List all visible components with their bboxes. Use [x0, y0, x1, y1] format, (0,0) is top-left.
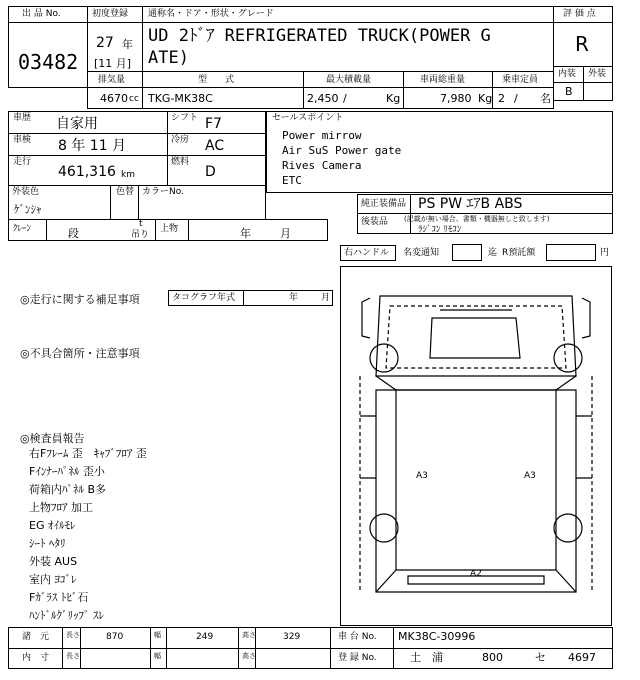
exterior-label: 外装 — [588, 69, 607, 79]
inner-height-label: 高さ — [242, 652, 256, 660]
gross-weight-label: 車両総重量 — [420, 75, 466, 85]
history-label: 車歴 — [13, 113, 32, 123]
inspector-line-6: ｼｰﾄ ﾍﾀﾘ — [29, 537, 66, 550]
right-hand-drive-flag: 右ハンドル — [344, 248, 390, 258]
model-type-label: 型 式 — [198, 75, 235, 85]
equipment-label: 純正装備品 — [361, 199, 407, 209]
exterior-color-label: 外装色 — [12, 187, 40, 197]
equipment-value: PS PW ｴｱB ABS — [418, 196, 523, 212]
truck-top-view-diagram — [340, 266, 612, 626]
shift-value: F7 — [205, 116, 222, 132]
recycling-deposit-label: R預託額 — [502, 248, 536, 258]
inspector-line-9: Fｶﾞﾗｽ ﾄﾋﾞ石 — [29, 591, 89, 604]
max-load-separator: / — [343, 92, 347, 105]
tachograph-label: タコグラフ年式 — [172, 293, 236, 303]
inspection-label: 車検 — [13, 135, 32, 145]
sales-point-4: ETC — [282, 174, 302, 187]
defects-label: ◎不具合箇所・注意事項 — [20, 347, 140, 360]
length-label: 長さ — [66, 631, 80, 639]
displacement-label: 排気量 — [98, 75, 126, 85]
gross-weight-unit: Kg — [478, 92, 493, 105]
shift-label: シフト — [171, 113, 199, 123]
displacement-value: 4670 — [100, 92, 128, 105]
sales-point-2: Air SuS Power gate — [282, 144, 402, 157]
tachograph-month: 月 — [321, 293, 331, 303]
width-label: 幅 — [154, 631, 161, 639]
name-change-label: 名変通知 — [403, 248, 440, 258]
crane-stage: 段 — [68, 227, 79, 240]
crane-lift: 吊り — [131, 230, 150, 240]
height-label: 高さ — [242, 631, 256, 639]
exterior-color-value: ｹﾞﾝｼｬ — [14, 203, 42, 216]
registration-no-label: 登 録 No. — [338, 653, 377, 663]
inspector-line-8: 室内 ﾖｺﾞﾚ — [29, 573, 77, 586]
inner-dimensions-label: 内 寸 — [22, 653, 50, 663]
registration-area: 土 浦 — [410, 651, 443, 664]
vehicle-name: UD 2ﾄﾞｱ REFRIGERATED TRUCK(POWER G — [148, 26, 491, 46]
upholstery-label: 上物 — [160, 224, 179, 234]
mileage-unit: km — [121, 170, 135, 180]
crane-ton: t — [139, 219, 143, 229]
history-value: 自家用 — [56, 116, 98, 132]
score-label: 評 価 点 — [563, 9, 596, 19]
inner-width-label: 幅 — [154, 652, 161, 660]
fuel-value: D — [205, 164, 216, 180]
overall-score: R — [575, 32, 589, 56]
inspector-line-5: EG ｵｲﾙﾓﾚ — [29, 519, 76, 532]
ac-value: AC — [205, 138, 225, 154]
interior-score: B — [565, 85, 573, 98]
sales-points-label: セールスポイント — [272, 113, 344, 123]
ac-label: 冷房 — [171, 135, 190, 145]
upholstery-month: 月 — [280, 227, 291, 240]
inspector-line-1: 右Fﾌﾚｰﾑ 歪 ｷｬﾌﾞﾌﾛｱ 歪 — [29, 447, 147, 460]
tachograph-year: 年 — [289, 293, 299, 303]
color-code-label: カラーNo. — [142, 187, 184, 197]
width-value: 249 — [196, 632, 214, 642]
sales-point-1: Power mirrow — [282, 129, 362, 142]
damage-mark-right-side: A3 — [524, 471, 536, 481]
inspector-line-2: Fｲﾝﾅｰﾊﾟﾈﾙ 歪小 — [29, 465, 105, 478]
yen-unit: 円 — [600, 248, 610, 258]
gross-weight-value: 7,980 — [440, 92, 472, 105]
tax-deadline-label: 迄 — [488, 248, 498, 258]
length-value: 870 — [106, 632, 124, 642]
displacement-unit: cc — [129, 94, 139, 104]
max-load-value: 2,450 — [307, 92, 339, 105]
year-unit: 年 — [122, 38, 133, 51]
sales-point-3: Rives Camera — [282, 159, 362, 172]
registration-year: 27 — [96, 35, 114, 51]
inspector-line-10: ﾊﾝﾄﾞﾙｸﾞﾘｯﾌﾟ ｽﾚ — [29, 609, 104, 622]
driving-remarks-label: ◎走行に関する補足事項 — [20, 293, 140, 306]
vehicle-name-label: 通称名・ドア・形状・グレード — [148, 9, 274, 19]
max-load-label: 最大積載量 — [326, 75, 372, 85]
aftermarket-note: (記載が無い場合、書類・機器無しと致します) — [404, 215, 550, 223]
registration-month: [11 月] — [94, 57, 132, 70]
inspector-line-4: 上物ﾌﾛｱ 加工 — [29, 501, 93, 514]
aftermarket-label: 後装品 — [361, 217, 389, 227]
inspector-line-7: 外装 AUS — [29, 555, 78, 568]
damage-mark-rear: A2 — [470, 569, 482, 579]
first-registration-label: 初度登録 — [92, 9, 129, 19]
inspector-line-3: 荷箱内ﾊﾟﾈﾙ B多 — [29, 483, 107, 496]
mileage-label: 走行 — [13, 157, 32, 167]
chassis-number: MK38C-30996 — [398, 630, 476, 643]
lot-number: 03482 — [18, 50, 79, 74]
capacity-value: 2 — [498, 92, 505, 105]
damage-mark-left-side: A3 — [416, 471, 428, 481]
crane-label: ｸﾚｰﾝ — [13, 224, 32, 234]
capacity-unit: 名 — [540, 92, 551, 105]
inspector-report-label: ◎検査員報告 — [20, 432, 85, 445]
upholstery-year: 年 — [240, 227, 251, 240]
registration-kana: セ — [535, 651, 546, 664]
registration-number: 4697 — [568, 651, 596, 664]
registration-class: 800 — [482, 651, 503, 664]
capacity-separator: / — [514, 92, 518, 105]
model-code: TKG-MK38C — [148, 92, 213, 105]
vehicle-name-continued: ATE) — [148, 48, 189, 68]
lot-label: 出 品 No. — [22, 9, 61, 19]
aftermarket-value: ﾗｼﾞｺﾝ ﾘﾓｺﾝ — [418, 225, 462, 235]
capacity-label: 乗車定員 — [502, 75, 539, 85]
color-change-label: 色替 — [116, 187, 135, 197]
max-load-unit: Kg — [386, 92, 401, 105]
inner-length-label: 長さ — [66, 652, 80, 660]
spec-dimensions-label: 諸 元 — [22, 632, 50, 642]
inspection-value: 8 年 11 月 — [58, 138, 127, 154]
chassis-label: 車 台 No. — [338, 632, 377, 642]
height-value: 329 — [283, 632, 301, 642]
fuel-label: 燃料 — [171, 157, 190, 167]
interior-label: 内装 — [558, 69, 577, 79]
mileage-value: 461,316 — [58, 164, 116, 180]
